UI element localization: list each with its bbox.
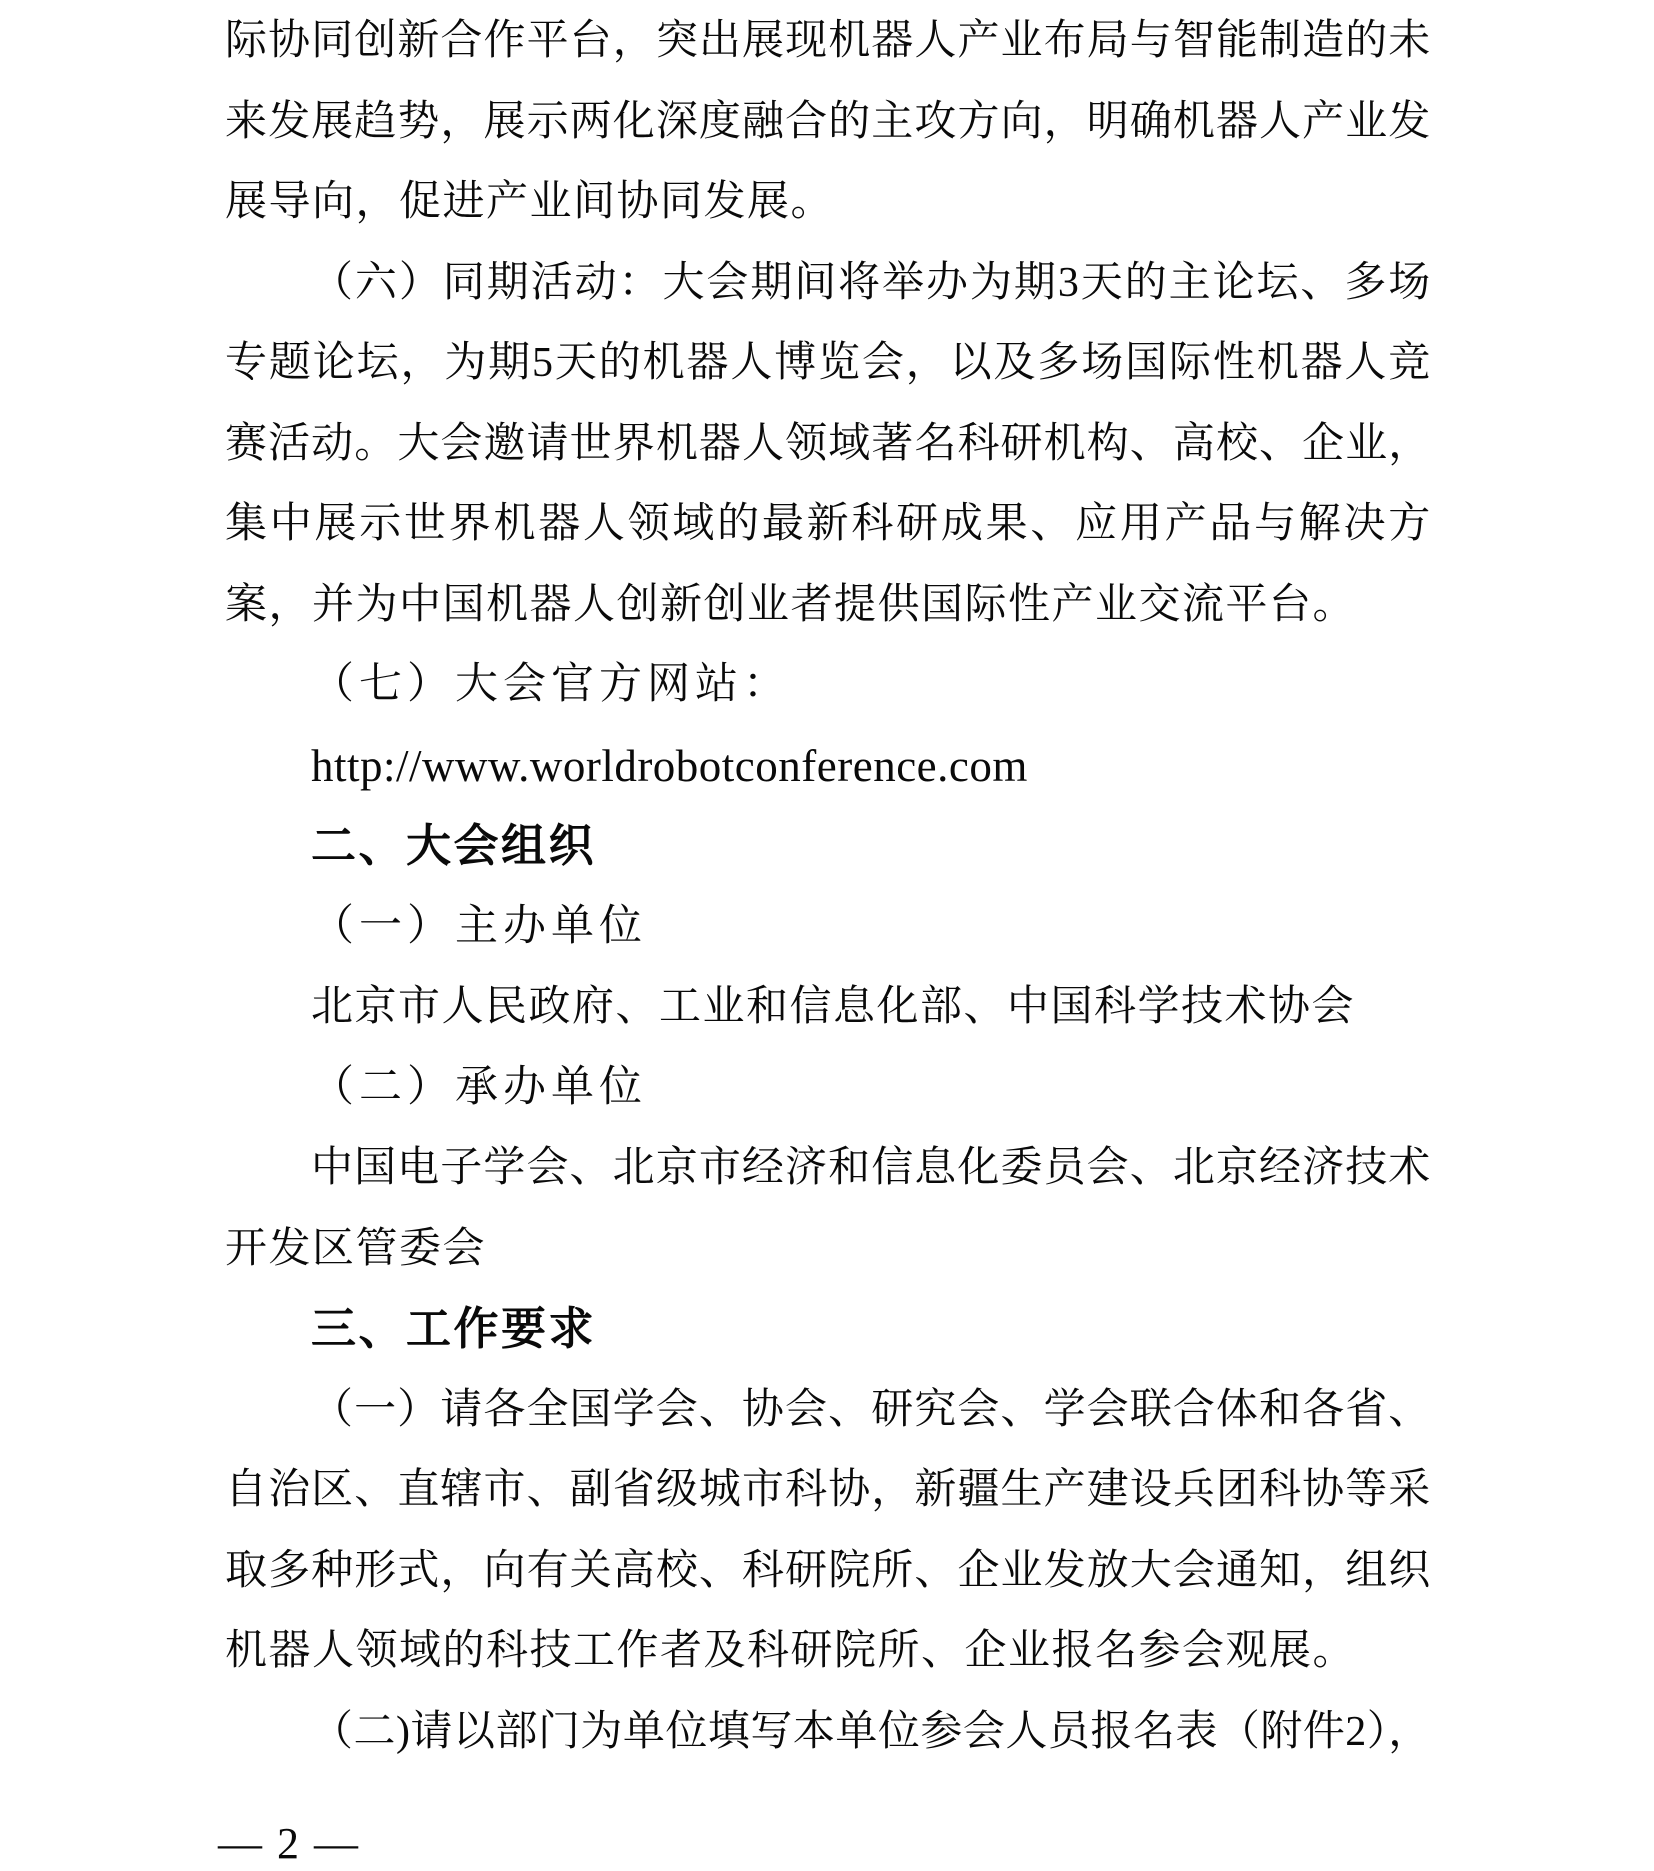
text-line: （一）请各全国学会、协会、研究会、学会联合体和各省、 xyxy=(311,1386,1430,1433)
text-line: 取多种形式，向有关高校、科研院所、企业发放大会通知，组织 xyxy=(225,1547,1430,1594)
text-line: 展导向，促进产业间协同发展。 xyxy=(225,179,835,225)
text-line: http://www.worldrobotconference.com xyxy=(311,740,1028,791)
page-number: — 2 — xyxy=(218,1819,360,1868)
text-line: （六）同期活动：大会期间将举办为期3天的主论坛、多场 xyxy=(311,259,1430,306)
text-line: 机器人领域的科技工作者及科研院所、企业报名参会观展。 xyxy=(225,1628,1357,1674)
text-line: 二、大会组织 xyxy=(311,820,597,871)
text-line: 中国电子学会、北京市经济和信息化委员会、北京经济技术 xyxy=(311,1145,1430,1191)
text-line: （二)请以部门为单位填写本单位参会人员报名表（附件2）， xyxy=(311,1708,1430,1755)
text-line: 案，并为中国机器人创新创业者提供国际性产业交流平台。 xyxy=(225,581,1357,628)
text-line: （一）主办单位 xyxy=(311,902,647,950)
text-line: 赛活动。大会邀请世界机器人领域著名科研机构、高校、企业， xyxy=(225,420,1430,467)
text-line: 来发展趋势，展示两化深度融合的主攻方向，明确机器人产业发 xyxy=(225,98,1430,145)
text-line: 开发区管委会 xyxy=(225,1225,487,1272)
text-line: 自治区、直辖市、副省级城市科协，新疆生产建设兵团科协等采 xyxy=(225,1467,1430,1513)
text-line: 际协同创新合作平台，突出展现机器人产业布局与智能制造的未 xyxy=(225,18,1430,64)
text-line: 集中展示世界机器人领域的最新科研成果、应用产品与解决方 xyxy=(225,501,1430,547)
document-text-block xyxy=(225,1,1430,1772)
text-line: 三、工作要求 xyxy=(311,1303,597,1354)
text-line: 北京市人民政府、工业和信息化部、中国科学技术协会 xyxy=(311,984,1356,1030)
text-line: （二）承办单位 xyxy=(311,1063,647,1111)
text-line: 专题论坛，为期5天的机器人博览会，以及多场国际性机器人竞 xyxy=(225,340,1430,386)
text-line: （七）大会官方网站： xyxy=(311,661,791,708)
